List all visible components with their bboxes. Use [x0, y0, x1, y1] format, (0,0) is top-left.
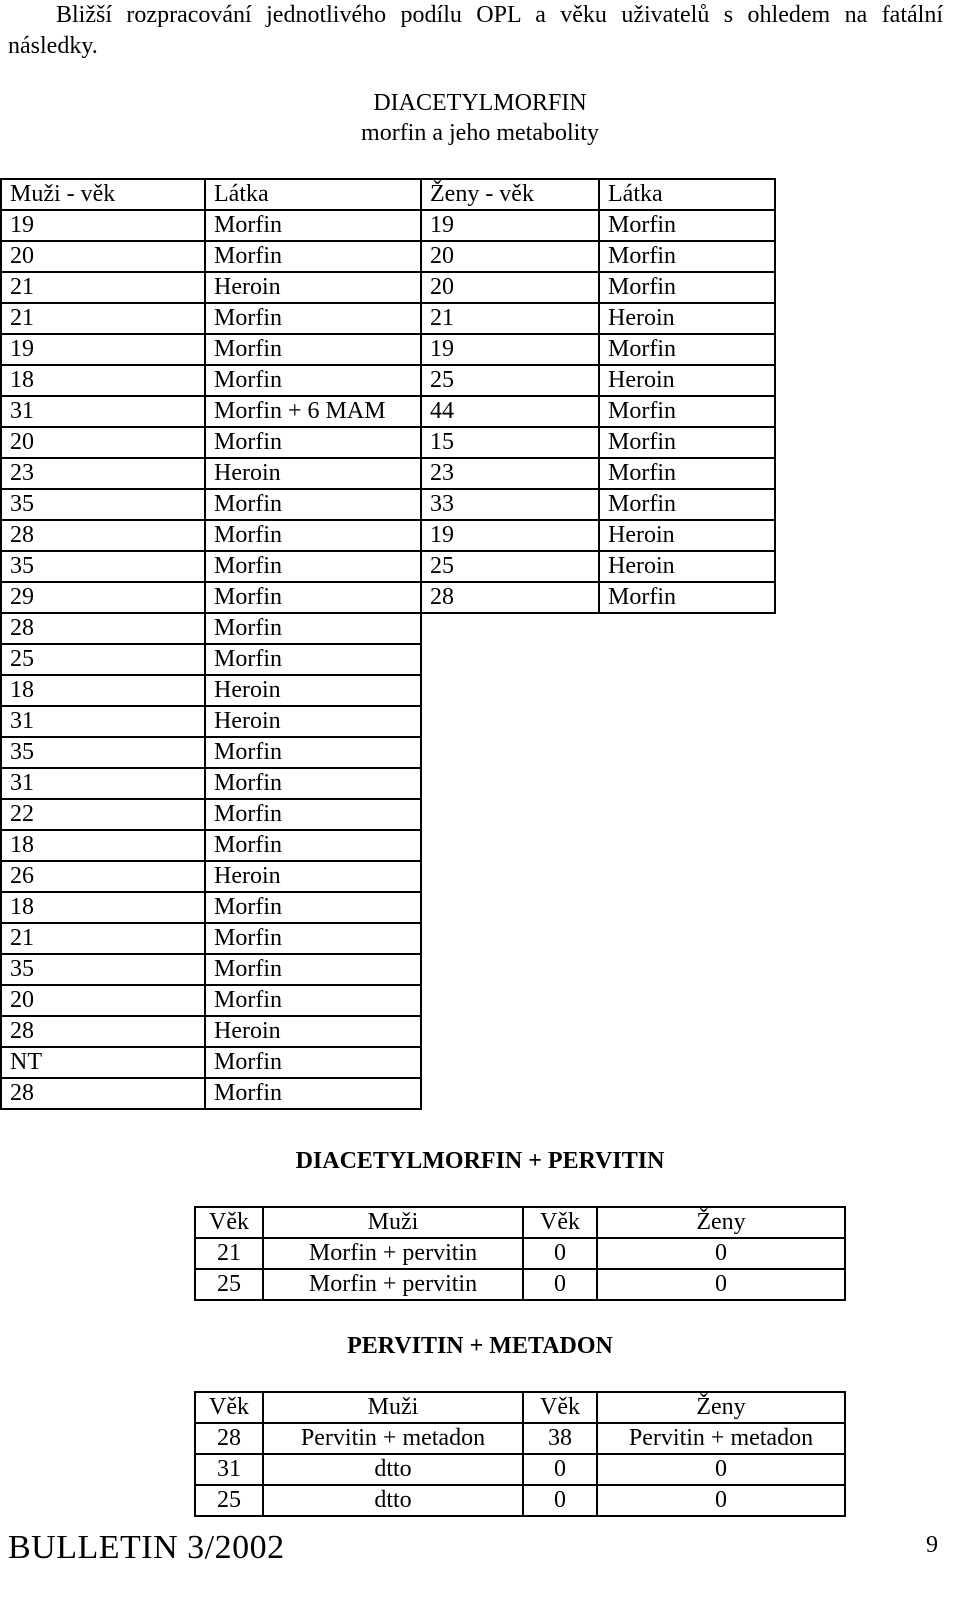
table-cell: Heroin	[599, 551, 775, 582]
bulletin-footer: BULLETIN 3/2002	[8, 1529, 285, 1566]
table-cell: Pervitin + metadon	[263, 1423, 523, 1454]
table-cell: 31	[1, 768, 205, 799]
table-cell: 31	[1, 396, 205, 427]
table-cell	[421, 706, 599, 737]
table-row	[1, 737, 775, 768]
table-cell: Heroin	[205, 1016, 421, 1047]
table-cell	[599, 1047, 775, 1078]
column-header: Věk	[523, 1207, 597, 1238]
table-cell: 25	[421, 551, 599, 582]
table-cell: 18	[1, 365, 205, 396]
table-header-row	[195, 1207, 845, 1238]
table-row	[195, 1485, 845, 1516]
table-cell: 28	[1, 1016, 205, 1047]
diacetylmorfin-table	[0, 178, 776, 1110]
table-row	[1, 1047, 775, 1078]
table-cell	[421, 613, 599, 644]
table-cell	[599, 737, 775, 768]
table-cell: 18	[1, 830, 205, 861]
table-cell: 23	[421, 458, 599, 489]
table-cell: 0	[523, 1454, 597, 1485]
table-cell	[599, 768, 775, 799]
table-cell: 28	[195, 1423, 263, 1454]
table-cell	[421, 861, 599, 892]
table-cell: 28	[1, 520, 205, 551]
table-cell: Morfin	[205, 210, 421, 241]
table-cell	[421, 830, 599, 861]
table-cell: Morfin	[599, 210, 775, 241]
table-cell: 15	[421, 427, 599, 458]
table-cell: 0	[523, 1238, 597, 1269]
table-cell: 25	[195, 1485, 263, 1516]
table-cell: Morfin	[205, 644, 421, 675]
column-header: Muži	[263, 1392, 523, 1423]
table-cell	[599, 985, 775, 1016]
table-cell: 23	[1, 458, 205, 489]
table-cell: 35	[1, 737, 205, 768]
column-header: Muži	[263, 1207, 523, 1238]
table-cell: 0	[597, 1485, 845, 1516]
table-cell: Morfin	[599, 241, 775, 272]
column-header: Muži - věk	[1, 179, 205, 210]
section1-subtitle: morfin a jeho metabolity	[361, 120, 599, 146]
column-header: Ženy	[597, 1392, 845, 1423]
table-cell: Morfin	[599, 489, 775, 520]
table-cell	[599, 675, 775, 706]
table-row	[1, 396, 775, 427]
table-row	[1, 272, 775, 303]
table-cell	[421, 1078, 599, 1109]
column-header: Látka	[599, 179, 775, 210]
table-cell: Morfin	[599, 396, 775, 427]
table-cell: Morfin	[205, 241, 421, 272]
diacetylmorfin-pervitin-table	[194, 1206, 846, 1301]
table-cell	[599, 613, 775, 644]
table-row	[1, 1078, 775, 1109]
table-cell: 25	[195, 1269, 263, 1300]
table-cell: 18	[1, 675, 205, 706]
table-cell: 20	[1, 241, 205, 272]
table-row	[1, 985, 775, 1016]
table-row	[1, 830, 775, 861]
table-cell	[421, 737, 599, 768]
table-row	[1, 768, 775, 799]
table-cell: 33	[421, 489, 599, 520]
table-cell: Morfin	[599, 582, 775, 613]
table-cell: Morfin	[205, 551, 421, 582]
table-cell: Morfin	[205, 1047, 421, 1078]
table-cell: 21	[1, 923, 205, 954]
table-row	[195, 1454, 845, 1485]
table-cell: Morfin	[205, 768, 421, 799]
table-cell: Morfin	[205, 582, 421, 613]
table-cell: 19	[421, 334, 599, 365]
column-header: Látka	[205, 179, 421, 210]
intro-paragraph: Bližší rozpracování jednotlivého podílu OPL a věku uživatelů s ohledem na fatální následky.	[8, 2, 943, 59]
table-cell: Heroin	[599, 520, 775, 551]
column-header: Ženy - věk	[421, 179, 599, 210]
table-cell	[421, 644, 599, 675]
page-number: 9	[926, 1532, 938, 1558]
table-row	[1, 520, 775, 551]
table-row	[1, 458, 775, 489]
table-cell: Morfin	[205, 613, 421, 644]
table-cell: 0	[597, 1238, 845, 1269]
table-row	[1, 799, 775, 830]
table-cell: 25	[1, 644, 205, 675]
table-cell: Morfin + pervitin	[263, 1238, 523, 1269]
table-cell: Morfin	[205, 489, 421, 520]
table-cell	[421, 892, 599, 923]
table-cell	[599, 644, 775, 675]
table-cell	[599, 923, 775, 954]
table-cell	[421, 1016, 599, 1047]
table-cell	[421, 923, 599, 954]
table-cell	[421, 1047, 599, 1078]
table-cell: 31	[1, 706, 205, 737]
column-header: Věk	[195, 1392, 263, 1423]
table-cell: NT	[1, 1047, 205, 1078]
table-row	[1, 241, 775, 272]
table-cell: 19	[1, 210, 205, 241]
table-cell: 38	[523, 1423, 597, 1454]
table-row	[1, 365, 775, 396]
table-cell: Morfin	[599, 334, 775, 365]
table-cell: 31	[195, 1454, 263, 1485]
table-row	[1, 644, 775, 675]
table-cell: Morfin + pervitin	[263, 1269, 523, 1300]
table-row	[1, 706, 775, 737]
table-cell	[599, 1078, 775, 1109]
table-row	[1, 675, 775, 706]
table-cell	[599, 954, 775, 985]
table-cell: Morfin	[205, 365, 421, 396]
table-cell: 20	[1, 985, 205, 1016]
table-cell: Morfin	[205, 923, 421, 954]
table-cell: Morfin	[205, 520, 421, 551]
table-cell: Morfin	[599, 458, 775, 489]
table-row	[1, 861, 775, 892]
section2-title: DIACETYLMORFIN + PERVITIN	[295, 1148, 665, 1174]
table-cell: 21	[1, 272, 205, 303]
table-cell: 21	[195, 1238, 263, 1269]
table-row	[1, 892, 775, 923]
table-cell: 22	[1, 799, 205, 830]
table-cell: 25	[421, 365, 599, 396]
table-row	[1, 303, 775, 334]
table-cell	[599, 830, 775, 861]
table-cell: 0	[523, 1485, 597, 1516]
table-cell	[421, 985, 599, 1016]
section1-title: DIACETYLMORFIN	[373, 90, 587, 116]
table-cell: 35	[1, 954, 205, 985]
table-cell: 44	[421, 396, 599, 427]
table-cell: Morfin	[205, 954, 421, 985]
table-cell	[599, 892, 775, 923]
table-cell: Morfin	[205, 892, 421, 923]
table-row	[1, 334, 775, 365]
table-cell	[599, 861, 775, 892]
table-cell: Pervitin + metadon	[597, 1423, 845, 1454]
table-cell: dtto	[263, 1485, 523, 1516]
table-cell: 20	[421, 241, 599, 272]
table-cell: Morfin	[205, 985, 421, 1016]
table-cell: 28	[1, 613, 205, 644]
table-cell: 35	[1, 551, 205, 582]
table-cell: 19	[421, 210, 599, 241]
table-cell	[421, 768, 599, 799]
table-cell: 28	[1, 1078, 205, 1109]
table-cell	[421, 675, 599, 706]
table-cell	[421, 954, 599, 985]
table-cell: Heroin	[205, 706, 421, 737]
table-row	[1, 1016, 775, 1047]
column-header: Věk	[195, 1207, 263, 1238]
pervitin-metadon-table	[194, 1391, 846, 1517]
table-cell: Morfin	[599, 272, 775, 303]
table-cell: Morfin	[205, 427, 421, 458]
table-cell: Morfin + 6 MAM	[205, 396, 421, 427]
table-cell: 0	[597, 1454, 845, 1485]
table-row	[1, 551, 775, 582]
table-cell: 20	[421, 272, 599, 303]
table-cell: 0	[597, 1269, 845, 1300]
table-cell	[599, 1016, 775, 1047]
table-cell: 29	[1, 582, 205, 613]
section3-title: PERVITIN + METADON	[347, 1333, 613, 1359]
table-row	[195, 1423, 845, 1454]
table-cell: Morfin	[205, 334, 421, 365]
table-row	[1, 613, 775, 644]
table-row	[195, 1269, 845, 1300]
table-row	[1, 210, 775, 241]
table-cell: 19	[1, 334, 205, 365]
table-row	[195, 1238, 845, 1269]
table-cell: Morfin	[205, 1078, 421, 1109]
table-row	[1, 427, 775, 458]
table-cell: 21	[421, 303, 599, 334]
table-cell: Morfin	[205, 303, 421, 334]
table-cell: Heroin	[205, 675, 421, 706]
table-cell: Morfin	[205, 830, 421, 861]
table-cell: 0	[523, 1269, 597, 1300]
table-cell: Morfin	[599, 427, 775, 458]
column-header: Ženy	[597, 1207, 845, 1238]
table-cell: 19	[421, 520, 599, 551]
table-row	[1, 923, 775, 954]
table-cell: Heroin	[599, 365, 775, 396]
table-cell: Heroin	[205, 458, 421, 489]
table-row	[1, 582, 775, 613]
table-row	[1, 954, 775, 985]
table-cell: 21	[1, 303, 205, 334]
table-cell	[599, 799, 775, 830]
table-cell: Morfin	[205, 737, 421, 768]
table-cell	[599, 706, 775, 737]
table-cell: Heroin	[205, 272, 421, 303]
table-cell: 35	[1, 489, 205, 520]
table-row	[1, 489, 775, 520]
column-header: Věk	[523, 1392, 597, 1423]
table-cell: Heroin	[205, 861, 421, 892]
table-header-row	[195, 1392, 845, 1423]
table-cell: 28	[421, 582, 599, 613]
table-header-row	[1, 179, 775, 210]
table-cell: 18	[1, 892, 205, 923]
table-cell: dtto	[263, 1454, 523, 1485]
table-cell: Heroin	[599, 303, 775, 334]
table-cell: 20	[1, 427, 205, 458]
table-cell: 26	[1, 861, 205, 892]
table-cell	[421, 799, 599, 830]
table-cell: Morfin	[205, 799, 421, 830]
